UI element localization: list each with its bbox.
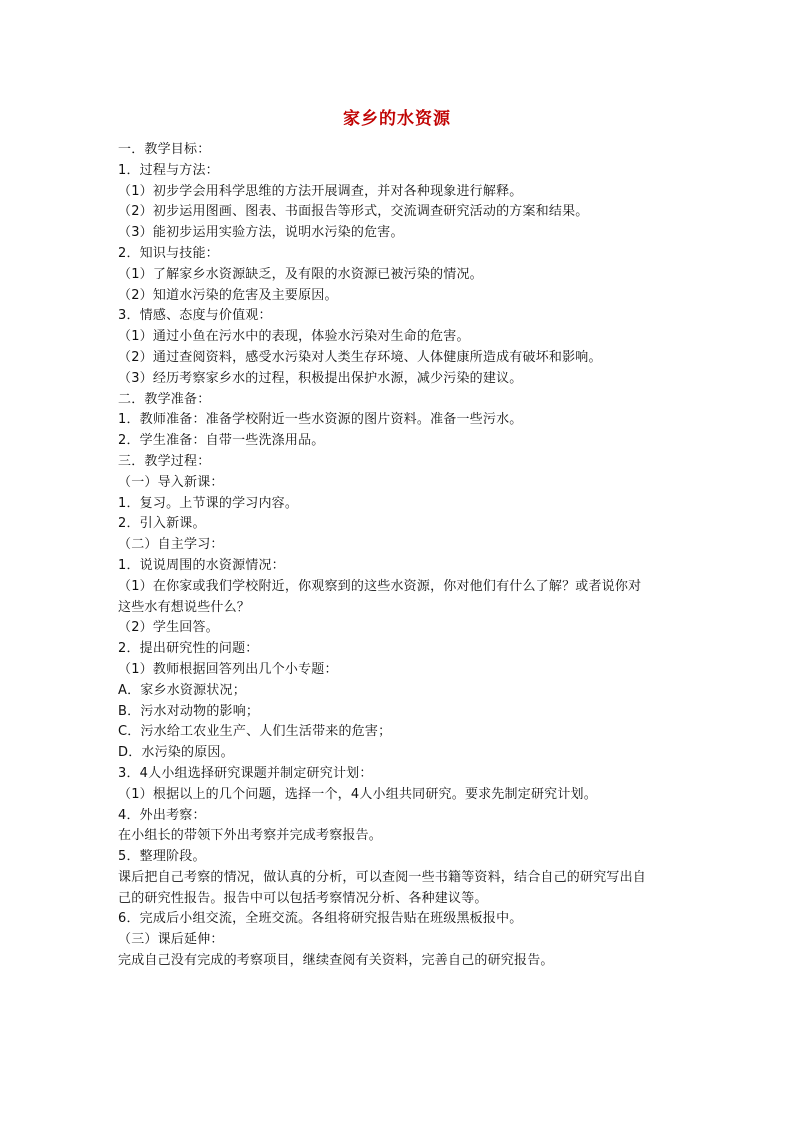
text-line: （一）导入新课： xyxy=(118,474,224,490)
text-line: D．水污染的原因。 xyxy=(118,745,234,761)
text-line: A．家乡水资源状况； xyxy=(118,682,246,698)
text-line: （三）课后延伸： xyxy=(118,932,224,948)
text-line: 2．提出研究性的问题： xyxy=(118,641,259,657)
text-line: 二．教学准备： xyxy=(118,391,211,407)
text-line: 1．过程与方法： xyxy=(118,162,219,178)
text-line: 6．完成后小组交流，全班交流。各组将研究报告贴在班级黑板报中。 xyxy=(118,911,523,927)
text-line: （2）学生回答。 xyxy=(118,620,219,636)
text-line: 2．知识与技能： xyxy=(118,245,219,261)
text-line: 三．教学过程： xyxy=(118,453,211,469)
text-line: （2）知道水污染的危害及主要原因。 xyxy=(118,287,338,303)
text-line: 5．整理阶段。 xyxy=(118,849,206,865)
text-line: 1．教师准备：准备学校附近一些水资源的图片资料。准备一些污水。 xyxy=(118,412,523,428)
text-line: （2）通过查阅资料，感受水污染对人类生存环境、人体健康所造成有破坏和影响。 xyxy=(118,349,602,365)
text-line: （1）通过小鱼在污水中的表现，体验水污染对生命的危害。 xyxy=(118,329,470,345)
text-line: 3．4人小组选择研究课题并制定研究计划： xyxy=(118,765,373,781)
text-line: （2）初步运用图画、图表、书面报告等形式，交流调查研究活动的方案和结果。 xyxy=(118,204,589,220)
text-line: 一．教学目标： xyxy=(118,142,211,157)
text-line: （二）自主学习： xyxy=(118,537,224,553)
text-line: C．污水给工农业生产、人们生活带来的危害； xyxy=(118,724,392,740)
text-line: 2．引入新课。 xyxy=(118,516,206,532)
text-line: 己的研究性报告。报告中可以包括考察情况分析、各种建议等。 xyxy=(118,890,488,906)
text-line: B．污水对动物的影响； xyxy=(118,703,260,719)
text-line: 3．情感、态度与价值观： xyxy=(118,308,272,324)
text-line: 完成自己没有完成的考察项目，继续查阅有关资料，完善自己的研究报告。 xyxy=(118,953,554,969)
text-line: （3）能初步运用实验方法，说明水污染的危害。 xyxy=(118,225,404,241)
text-line: （1）在你家或我们学校附近，你观察到的这些水资源，你对他们有什么了解？或者说你对 xyxy=(118,578,642,594)
text-line: 1．说说周围的水资源情况： xyxy=(118,557,285,573)
text-line: 在小组长的带领下外出考察并完成考察报告。 xyxy=(118,828,383,844)
text-line: 2．学生准备：自带一些洗涤用品。 xyxy=(118,433,325,449)
text-line: 1．复习。上节课的学习内容。 xyxy=(118,495,299,511)
document-title: 家乡的水资源 xyxy=(343,109,451,129)
document-body xyxy=(118,140,683,972)
text-line: 4．外出考察： xyxy=(118,807,206,823)
text-line: 这些水有想说些什么？ xyxy=(118,599,251,615)
text-line: 课后把自己考察的情况，做认真的分析，可以查阅一些书籍等资料，结合自己的研究写出自 xyxy=(118,869,647,885)
text-line: （1）根据以上的几个问题，选择一个，4人小组共同研究。要求先制定研究计划。 xyxy=(118,786,597,802)
text-line: （1）了解家乡水资源缺乏，及有限的水资源已被污染的情况。 xyxy=(118,266,483,282)
text-line: （1）初步学会用科学思维的方法开展调查，并对各种现象进行解释。 xyxy=(118,183,523,199)
text-line: （1）教师根据回答列出几个小专题： xyxy=(118,661,338,677)
text-line: （3）经历考察家乡水的过程，积极提出保护水源，减少污染的建议。 xyxy=(118,370,523,386)
